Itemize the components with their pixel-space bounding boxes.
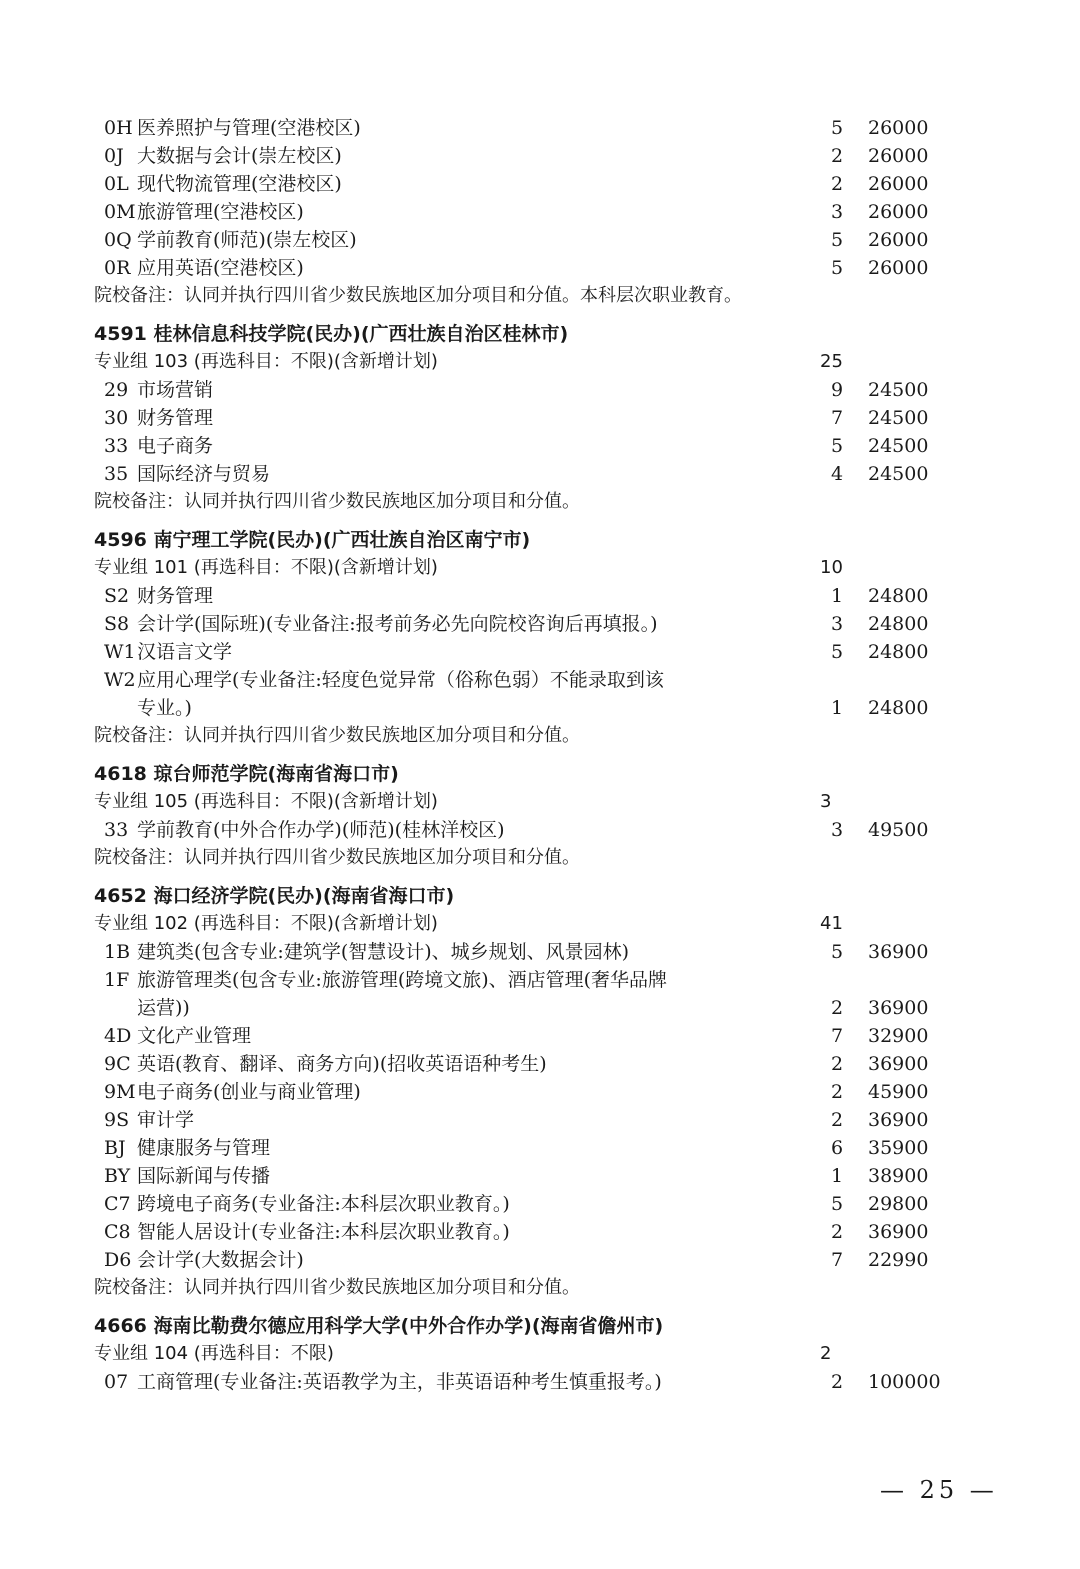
table-row	[0, 404, 1080, 432]
tuition-fee: 26000	[868, 201, 929, 223]
table-row	[0, 226, 1080, 254]
major-group-header	[0, 788, 1080, 816]
tuition-fee: 38900	[868, 1165, 929, 1187]
major-name: 电子商务(创业与商业管理)	[137, 1081, 361, 1103]
school-note	[0, 488, 1080, 516]
tuition-fee: 26000	[868, 117, 929, 139]
plan-count: 5	[830, 641, 844, 663]
major-code: 07	[104, 1371, 129, 1393]
major-name: 电子商务	[137, 435, 214, 457]
page-number: — 25 —	[880, 1476, 998, 1504]
plan-count: 5	[830, 229, 844, 251]
plan-count: 2	[830, 1109, 844, 1131]
tuition-fee: 45900	[868, 1081, 929, 1103]
table-row	[0, 1190, 1080, 1218]
major-name: 学前教育(师范)(崇左校区)	[137, 229, 357, 251]
major-code: 0M	[104, 201, 136, 223]
major-name: 英语(教育、翻译、商务方向)(招收英语语种考生)	[137, 1053, 547, 1075]
major-code: W2	[104, 669, 136, 691]
tuition-fee: 36900	[868, 1109, 929, 1131]
tuition-fee: 24500	[868, 463, 929, 485]
plan-count: 1	[830, 1165, 844, 1187]
table-row-continuation	[0, 994, 1080, 1022]
table-row	[0, 816, 1080, 844]
major-name: 财务管理	[137, 407, 214, 429]
school-note	[0, 282, 1080, 310]
table-row	[0, 1050, 1080, 1078]
school-header	[0, 320, 1080, 348]
tuition-fee: 24800	[868, 613, 929, 635]
major-name: 医养照护与管理(空港校区)	[137, 117, 361, 139]
school-name: 4596 南宁理工学院(民办)(广西壮族自治区南宁市)	[94, 529, 531, 551]
major-code: 9C	[104, 1053, 131, 1075]
tuition-fee: 24800	[868, 641, 929, 663]
table-row	[0, 198, 1080, 226]
table-row	[0, 376, 1080, 404]
plan-count: 2	[830, 1371, 844, 1393]
major-name: 会计学(大数据会计)	[137, 1249, 304, 1271]
school-header	[0, 526, 1080, 554]
table-row	[0, 432, 1080, 460]
table-row-continuation	[0, 694, 1080, 722]
major-group-count: 2	[820, 1343, 832, 1364]
tuition-fee: 36900	[868, 997, 929, 1019]
major-name: 国际经济与贸易	[137, 463, 271, 485]
school-name: 4618 琼台师范学院(海南省海口市)	[94, 763, 399, 785]
major-name: 智能人居设计(专业备注:本科层次职业教育。)	[137, 1221, 510, 1243]
plan-count: 5	[830, 1193, 844, 1215]
major-name: 会计学(国际班)(专业备注:报考前务必先向院校咨询后再填报。)	[137, 613, 658, 635]
plan-count: 2	[830, 173, 844, 195]
major-code: 9S	[104, 1109, 130, 1131]
tuition-fee: 49500	[868, 819, 929, 841]
tuition-fee: 26000	[868, 145, 929, 167]
major-group-count: 10	[820, 557, 843, 578]
school-note-text: 院校备注：认同并执行四川省少数民族地区加分项目和分值。本科层次职业教育。	[94, 285, 742, 306]
major-code: BJ	[104, 1137, 126, 1159]
major-group-header	[0, 910, 1080, 938]
major-name: 跨境电子商务(专业备注:本科层次职业教育。)	[137, 1193, 510, 1215]
plan-count: 3	[830, 819, 844, 841]
major-name: 汉语言文学	[137, 641, 233, 663]
major-name: 应用心理学(专业备注:轻度色觉异常（俗称色弱）不能录取到该	[137, 669, 664, 691]
table-row	[0, 142, 1080, 170]
plan-count: 5	[830, 435, 844, 457]
plan-count: 9	[830, 379, 844, 401]
major-group-count: 3	[820, 791, 832, 812]
plan-count: 1	[830, 585, 844, 607]
school-note-text: 院校备注：认同并执行四川省少数民族地区加分项目和分值。	[94, 847, 580, 868]
school-note-text: 院校备注：认同并执行四川省少数民族地区加分项目和分值。	[94, 1277, 580, 1298]
table-row	[0, 638, 1080, 666]
major-code: 9M	[104, 1081, 136, 1103]
tuition-fee: 24500	[868, 379, 929, 401]
major-code: 4D	[104, 1025, 132, 1047]
table-row	[0, 1162, 1080, 1190]
major-code: 33	[104, 819, 129, 841]
plan-count: 5	[830, 117, 844, 139]
plan-count: 2	[830, 1221, 844, 1243]
table-row	[0, 938, 1080, 966]
major-code: C7	[104, 1193, 131, 1215]
major-group-count: 41	[820, 913, 843, 934]
plan-count: 7	[830, 1249, 844, 1271]
major-name: 学前教育(中外合作办学)(师范)(桂林洋校区)	[137, 819, 505, 841]
tuition-fee: 29800	[868, 1193, 929, 1215]
major-group-label: 专业组 102 (再选科目：不限)(含新增计划)	[94, 913, 438, 934]
major-name: 文化产业管理	[137, 1025, 252, 1047]
plan-count: 6	[830, 1137, 844, 1159]
tuition-fee: 100000	[868, 1371, 941, 1393]
major-group-label: 专业组 104 (再选科目：不限)	[94, 1343, 334, 1364]
plan-count: 7	[830, 407, 844, 429]
major-code: 0H	[104, 117, 133, 139]
major-code: C8	[104, 1221, 131, 1243]
major-code: 1B	[104, 941, 131, 963]
major-code: 29	[104, 379, 129, 401]
school-name: 4591 桂林信息科技学院(民办)(广西壮族自治区桂林市)	[94, 323, 569, 345]
table-row	[0, 254, 1080, 282]
plan-count: 4	[830, 463, 844, 485]
major-code: D6	[104, 1249, 132, 1271]
major-code: S8	[104, 613, 130, 635]
tuition-fee: 24500	[868, 435, 929, 457]
plan-count: 5	[830, 257, 844, 279]
school-name: 4652 海口经济学院(民办)(海南省海口市)	[94, 885, 455, 907]
tuition-fee: 26000	[868, 257, 929, 279]
major-group-label: 专业组 105 (再选科目：不限)(含新增计划)	[94, 791, 438, 812]
major-name: 大数据与会计(崇左校区)	[137, 145, 342, 167]
school-note-text: 院校备注：认同并执行四川省少数民族地区加分项目和分值。	[94, 725, 580, 746]
school-name: 4666 海南比勒费尔德应用科学大学(中外合作办学)(海南省儋州市)	[94, 1315, 664, 1337]
school-header	[0, 1312, 1080, 1340]
table-row	[0, 114, 1080, 142]
major-code: 0J	[104, 145, 124, 167]
plan-count: 3	[830, 613, 844, 635]
major-code: BY	[104, 1165, 131, 1187]
major-name: 审计学	[137, 1109, 195, 1131]
table-row	[0, 1246, 1080, 1274]
table-row	[0, 1368, 1080, 1396]
major-name: 市场营销	[137, 379, 214, 401]
major-code: 35	[104, 463, 129, 485]
major-code: 0R	[104, 257, 131, 279]
major-group-label: 专业组 101 (再选科目：不限)(含新增计划)	[94, 557, 438, 578]
tuition-fee: 24800	[868, 697, 929, 719]
plan-count: 2	[830, 145, 844, 167]
table-row	[0, 1218, 1080, 1246]
major-group-header	[0, 1340, 1080, 1368]
plan-count: 2	[830, 1081, 844, 1103]
table-row	[0, 966, 1080, 994]
tuition-fee: 35900	[868, 1137, 929, 1159]
plan-count: 7	[830, 1025, 844, 1047]
tuition-fee: 22990	[868, 1249, 929, 1271]
major-code: 33	[104, 435, 129, 457]
table-row	[0, 1106, 1080, 1134]
table-row	[0, 1022, 1080, 1050]
major-group-header	[0, 348, 1080, 376]
table-row	[0, 666, 1080, 694]
school-note	[0, 722, 1080, 750]
tuition-fee: 24800	[868, 585, 929, 607]
table-row	[0, 610, 1080, 638]
school-note	[0, 1274, 1080, 1302]
major-code: W1	[104, 641, 136, 663]
major-name: 财务管理	[137, 585, 214, 607]
school-note	[0, 844, 1080, 872]
table-row	[0, 460, 1080, 488]
major-name: 建筑类(包含专业:建筑学(智慧设计)、城乡规划、风景园林)	[137, 941, 630, 963]
major-name: 应用英语(空港校区)	[137, 257, 304, 279]
tuition-fee: 36900	[868, 1221, 929, 1243]
major-code: S2	[104, 585, 130, 607]
tuition-fee: 26000	[868, 173, 929, 195]
plan-count: 1	[830, 697, 844, 719]
major-code: 0L	[104, 173, 129, 195]
major-group-header	[0, 554, 1080, 582]
major-name: 现代物流管理(空港校区)	[137, 173, 342, 195]
plan-count: 2	[830, 997, 844, 1019]
school-header	[0, 760, 1080, 788]
tuition-fee: 36900	[868, 941, 929, 963]
tuition-fee: 32900	[868, 1025, 929, 1047]
major-name: 健康服务与管理	[137, 1137, 271, 1159]
plan-count: 2	[830, 1053, 844, 1075]
table-row	[0, 1078, 1080, 1106]
major-name: 旅游管理类(包含专业:旅游管理(跨境文旅)、酒店管理(奢华品牌	[137, 969, 668, 991]
tuition-fee: 26000	[868, 229, 929, 251]
major-code: 30	[104, 407, 129, 429]
major-code: 1F	[104, 969, 130, 991]
plan-count: 3	[830, 201, 844, 223]
table-row	[0, 582, 1080, 610]
major-name: 国际新闻与传播	[137, 1165, 271, 1187]
tuition-fee: 24500	[868, 407, 929, 429]
major-group-label: 专业组 103 (再选科目：不限)(含新增计划)	[94, 351, 438, 372]
major-code: 0Q	[104, 229, 132, 251]
major-name: 工商管理(专业备注:英语教学为主，非英语语种考生慎重报考。)	[137, 1371, 662, 1393]
school-header	[0, 882, 1080, 910]
major-name-continued: 专业。)	[137, 697, 192, 719]
tuition-fee: 36900	[868, 1053, 929, 1075]
major-name-continued: 运营))	[137, 997, 190, 1019]
major-group-count: 25	[820, 351, 843, 372]
major-name: 旅游管理(空港校区)	[137, 201, 304, 223]
school-note-text: 院校备注：认同并执行四川省少数民族地区加分项目和分值。	[94, 491, 580, 512]
table-row	[0, 170, 1080, 198]
table-row	[0, 1134, 1080, 1162]
plan-count: 5	[830, 941, 844, 963]
